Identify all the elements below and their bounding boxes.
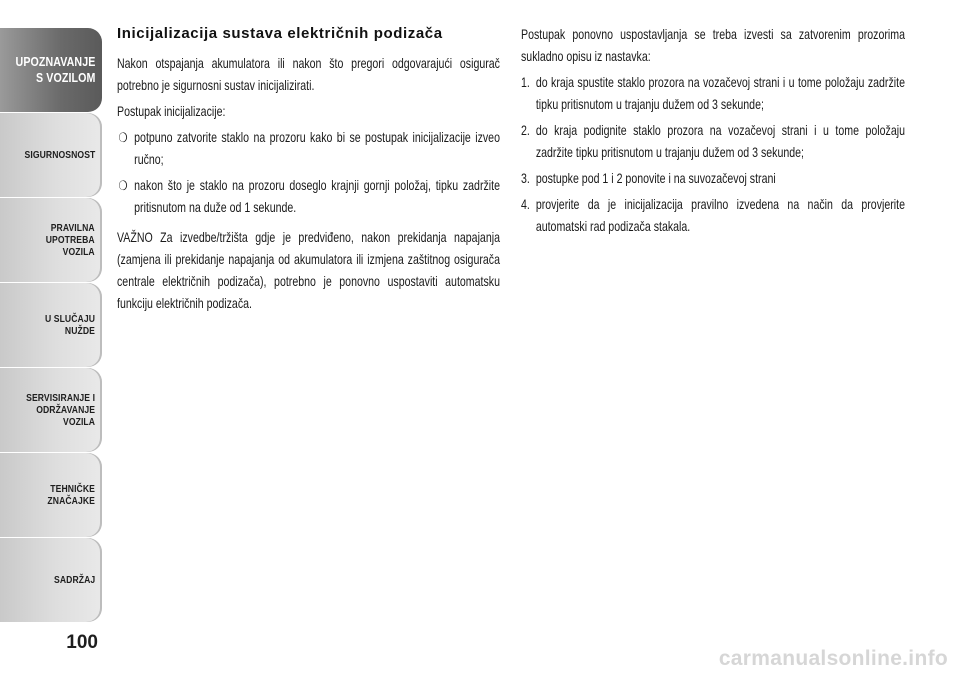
tab-upoznavanje-s-vozilom[interactable] — [0, 28, 102, 112]
step-text: do kraja spustite staklo prozora na vozačevoj strani i u tome položaju zadržite tipku pritisnutom u trajanju dužem od 3 sekunde; — [535, 75, 905, 112]
step-number: 2. — [521, 123, 530, 138]
watermark: carmanualsonline.info — [718, 647, 948, 670]
tab-label: SIGURNOSNOST — [24, 148, 95, 161]
page-number: 100 — [66, 632, 98, 653]
right-body — [521, 24, 905, 238]
tab-u-slucaju-nuzde[interactable] — [0, 283, 102, 367]
list-item — [117, 175, 500, 219]
tab-label: UPOZNAVANJE S VOZILOM — [15, 53, 95, 85]
step-text: provjerite da je inicijalizacija pravilno izvedena na način da provjerite automatski rad podizača stakala. — [535, 197, 905, 234]
list-item — [521, 194, 905, 238]
intro-paragraph: Postupak ponovno uspostavljanja se treba izvesti sa zatvorenim prozorima sukladno opisu iz nastavka: — [521, 27, 905, 64]
tab-label: SERVISIRANJE I ODRŽAVANJE VOZILA — [26, 391, 95, 429]
procedure-label: Postupak inicijalizacije: — [117, 104, 226, 119]
tab-pravilna-upotreba-vozila[interactable] — [0, 198, 102, 282]
tab-label: SADRŽAJ — [53, 573, 95, 586]
tab-tehnicke-znacajke[interactable] — [0, 453, 102, 537]
list-item — [521, 72, 905, 116]
step-text: do kraja podignite staklo prozora na vozačevoj strani i u tome položaju zadržite tipku pritisnutom u trajanju dužem od 3 sekunde; — [535, 123, 905, 160]
list-item — [117, 127, 500, 171]
steps-list — [521, 72, 905, 238]
bullet-list — [117, 127, 500, 219]
section-title: Inicijalizacija sustava električnih podizača — [117, 25, 443, 42]
right-column — [521, 24, 905, 238]
hollow-circle-bullet-icon: ❍ — [118, 178, 128, 193]
list-item-text: potpuno zatvorite staklo na prozoru kako bi se postupak inicijalizacije izveo ručno; — [134, 130, 500, 167]
list-item-text: nakon što je staklo na prozoru doseglo krajnji gornji položaj, tipku zadržite pritisnutom na duže od 1 sekunde. — [134, 178, 500, 215]
step-number: 3. — [521, 171, 530, 186]
step-number: 1. — [521, 75, 530, 90]
left-column — [117, 24, 500, 315]
hollow-circle-bullet-icon: ❍ — [118, 130, 128, 145]
step-number: 4. — [521, 197, 530, 212]
tab-label: PRAVILNA UPOTREBA VOZILA — [46, 221, 95, 259]
list-item — [521, 168, 905, 190]
tab-sigurnosnost[interactable] — [0, 113, 102, 197]
tab-label: TEHNIČKE ZNAČAJKE — [47, 482, 95, 507]
intro-paragraph: Nakon otspajanja akumulatora ili nakon što pregori odgovarajući osigurač potrebno je sigurnosni sustav inicijalizirati. — [117, 56, 500, 93]
tab-servisiranje-i-odrzavanje[interactable] — [0, 368, 102, 452]
step-text: postupke pod 1 i 2 ponovite i na suvozačevoj strani — [535, 171, 776, 186]
list-item — [521, 120, 905, 164]
chapter-sidebar — [0, 28, 102, 623]
tab-sadrzaj[interactable] — [0, 538, 102, 622]
left-body — [117, 53, 500, 315]
note-paragraph: VAŽNO Za izvedbe/tržišta gdje je predviđeno, nakon prekidanja napajanja (zamjena ili prekidanje napajanja od akumulatora ili izmjena zaštitnog osigurača centrale električnih podizača), potrebno je ponovno uspostaviti automatsku funkciju električnih podizača. — [117, 230, 500, 311]
tab-label: U SLUČAJU NUŽDE — [44, 312, 95, 337]
